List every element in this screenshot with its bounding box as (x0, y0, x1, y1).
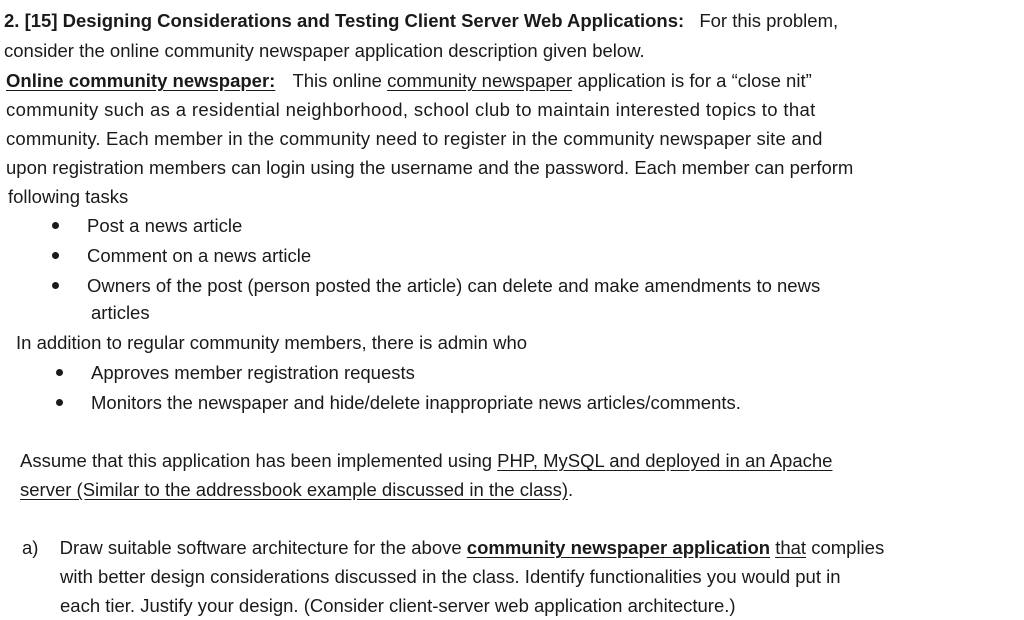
assumption-server: server (Similar to the addressbook example discussed in the class) (20, 479, 569, 500)
description-app-name: community newspaper (387, 70, 573, 91)
part-a-that: that (775, 537, 807, 558)
part-a-label: a) (22, 537, 39, 558)
problem-title-tail: For this problem, (699, 10, 839, 31)
problem-intro: consider the online community newspaper application description given below. (4, 40, 645, 61)
bullet-icon (56, 369, 63, 376)
bullet-icon (56, 399, 63, 406)
description-text-tail: application is for a “close nit” (577, 70, 812, 91)
list-item-text: Monitors the newspaper and hide/delete inappropriate news articles/comments. (91, 392, 741, 413)
part-a-line-2: with better design considerations discussed in the class. Identify functionalities you would put in (60, 566, 841, 587)
list-item (52, 241, 311, 270)
list-item (52, 271, 820, 300)
description-line-2: community such as a residential neighborhood, school club to maintain interested topics to that (6, 99, 816, 120)
description-heading: Online community newspaper: (6, 70, 276, 91)
problem-title: Designing Considerations and Testing Client Server Web Applications: (62, 10, 685, 31)
assumption-text: Assume that this application has been implemented using (20, 450, 493, 471)
description-line-4: upon registration members can login using the username and the password. Each member can perform (6, 157, 854, 178)
part-a-line-1 (22, 533, 884, 562)
assumption-line-2 (20, 475, 573, 504)
description-text: This online (292, 70, 382, 91)
bullet-icon (52, 282, 59, 289)
list-item-text: Approves member registration requests (91, 362, 415, 383)
description-line-3: community. Each member in the community need to register in the community newspaper site and (6, 128, 823, 149)
list-item-text: Owners of the post (person posted the article) can delete and make amendments to news (87, 275, 821, 296)
part-a-app-name: community newspaper application (466, 537, 771, 558)
description-line-1 (6, 66, 812, 95)
admin-intro: In addition to regular community members, there is admin who (16, 332, 528, 353)
problem-points: [15] (24, 10, 58, 31)
bullet-icon (52, 252, 59, 259)
list-item-text: Comment on a news article (87, 245, 312, 266)
problem-header (4, 6, 838, 35)
part-a-text: Draw suitable software architecture for the above (59, 537, 462, 558)
description-line-5: following tasks (8, 186, 129, 207)
assumption-period: . (568, 479, 574, 500)
assumption-tech-stack: PHP, MySQL and deployed in an Apache (497, 450, 833, 471)
list-item (52, 211, 242, 240)
part-a-complies: complies (811, 537, 885, 558)
problem-number: 2. (4, 10, 20, 31)
list-item (56, 388, 741, 417)
bullet-icon (52, 222, 59, 229)
list-item (56, 358, 415, 387)
assumption-line-1 (20, 446, 832, 475)
list-item-continuation: articles (91, 302, 150, 323)
list-item-text: Post a news article (87, 215, 243, 236)
part-a-line-3: each tier. Justify your design. (Consider client-server web application architecture.) (60, 595, 736, 616)
